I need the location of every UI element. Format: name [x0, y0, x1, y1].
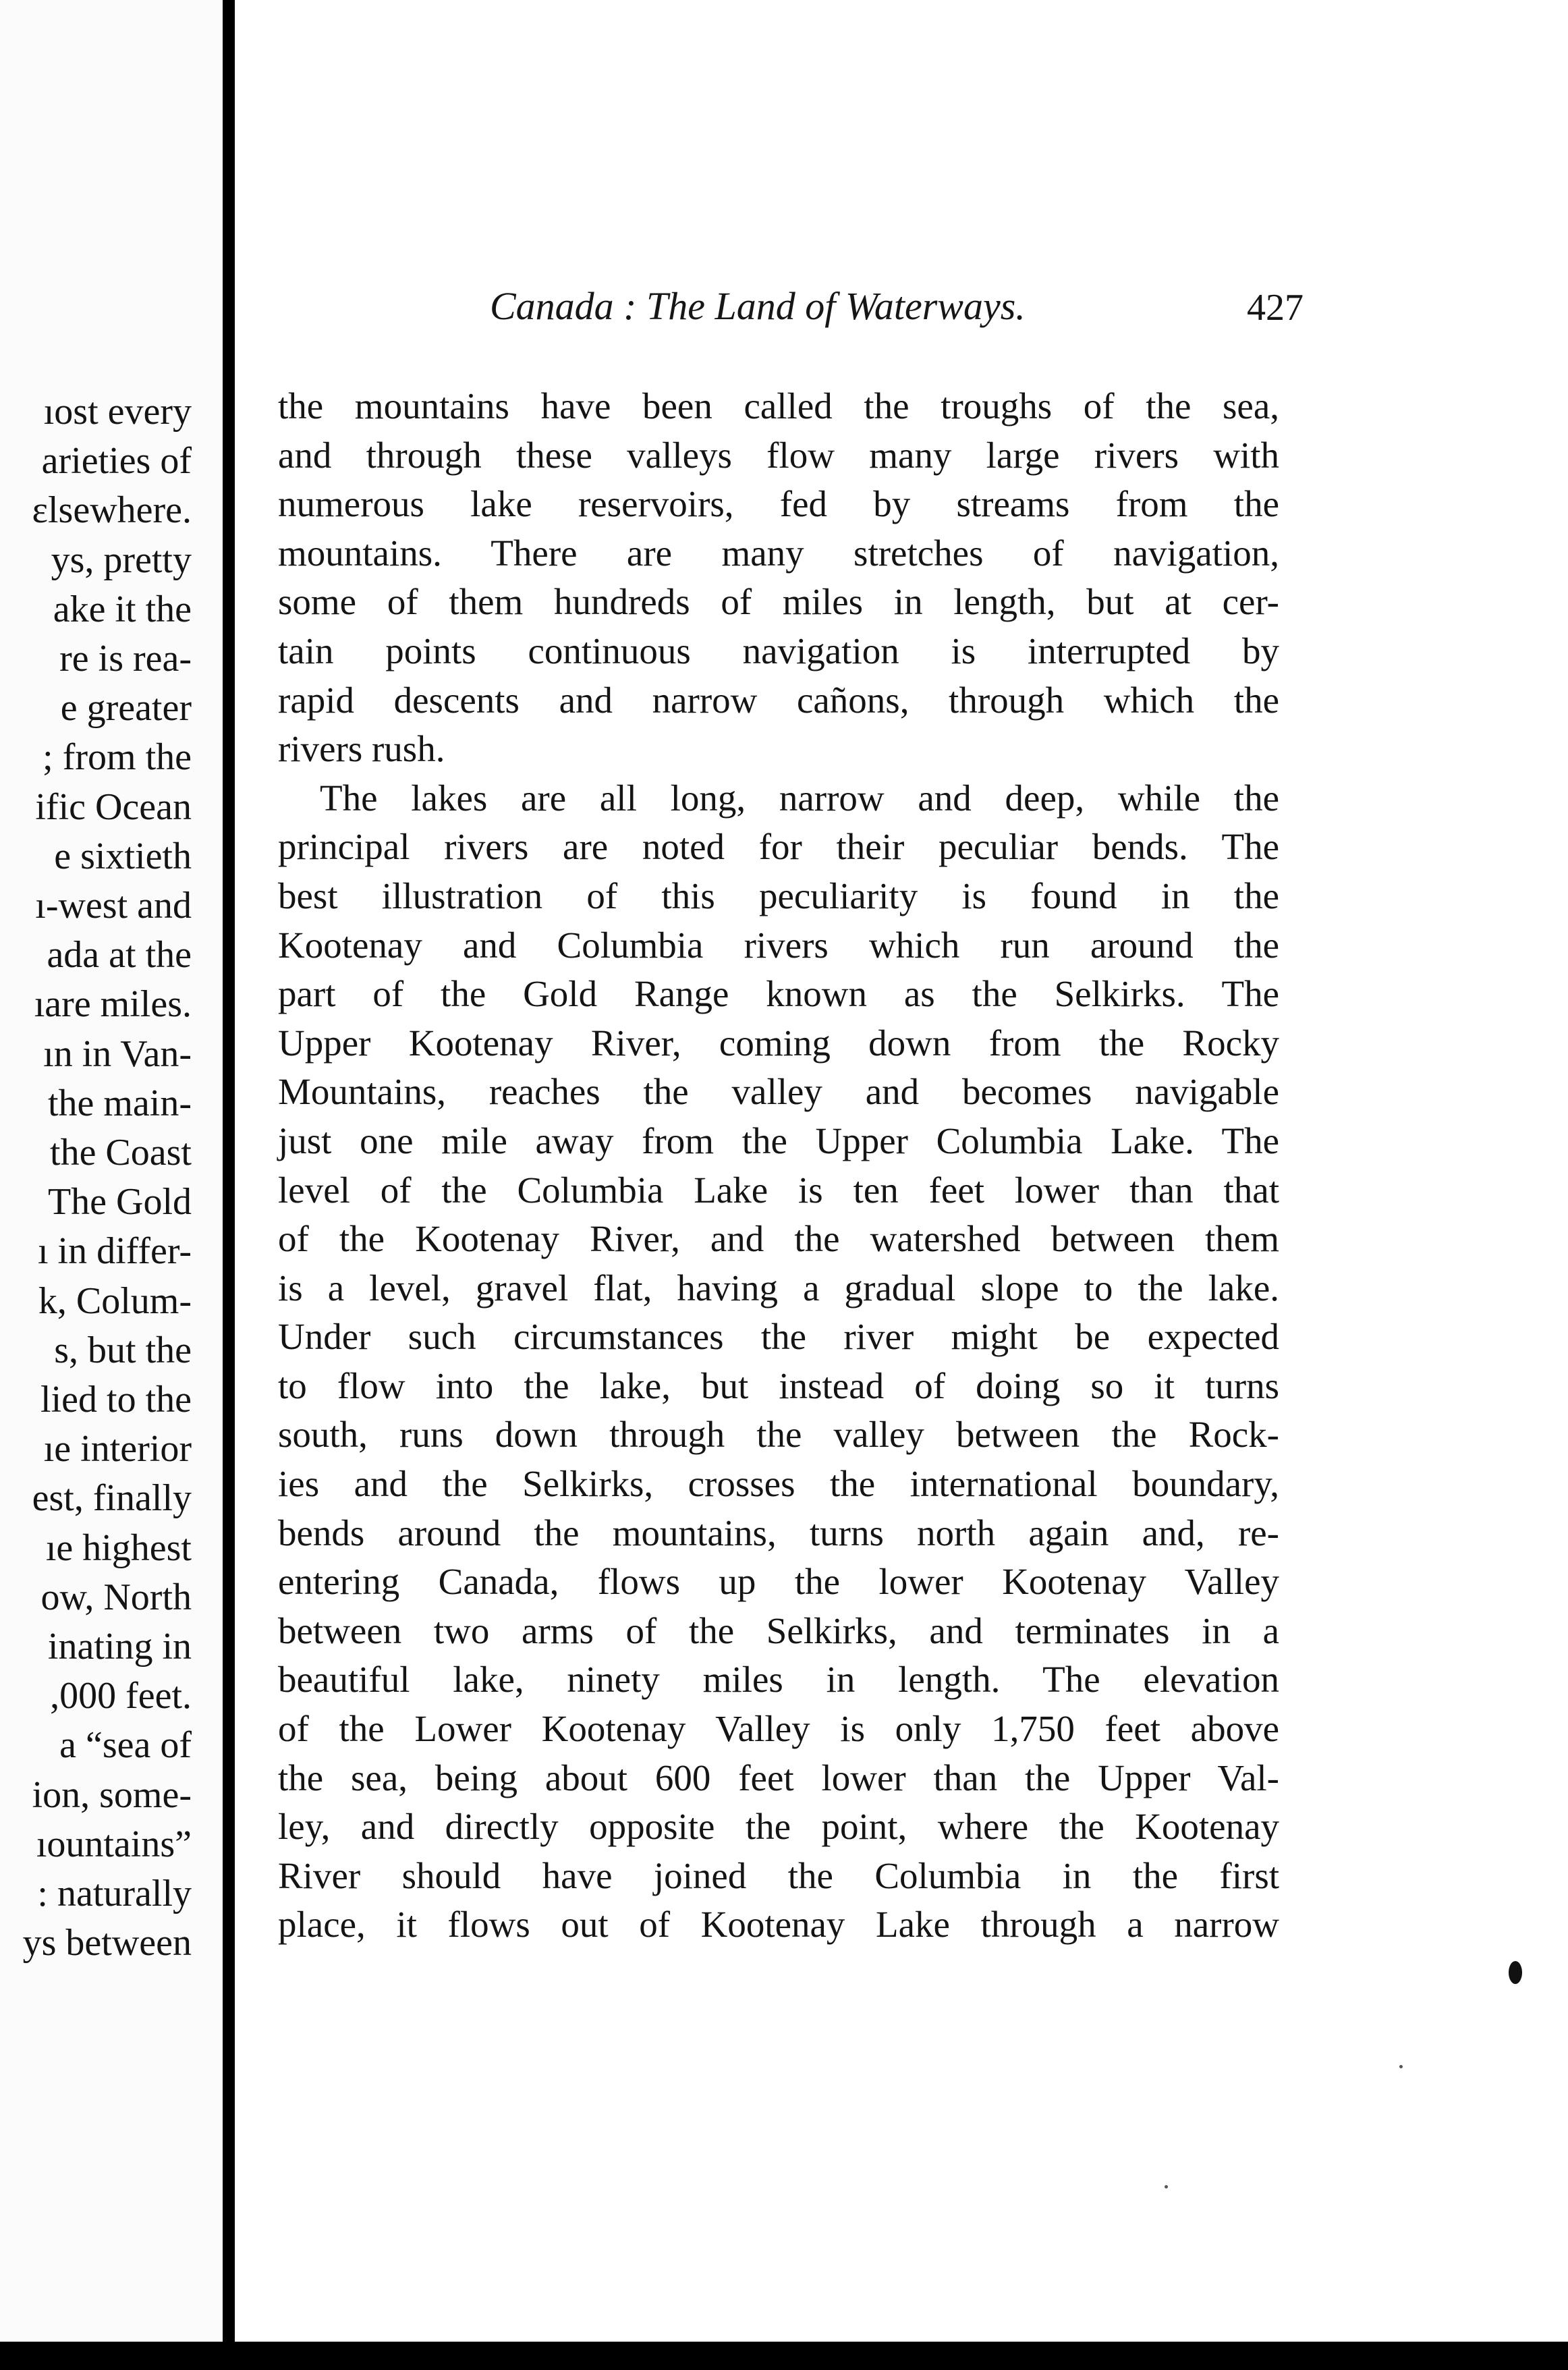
left-page-line: ; from the	[43, 736, 192, 779]
left-page-line: ion, some-	[32, 1773, 192, 1816]
left-page-line: re is rea-	[59, 638, 192, 680]
left-page-line: a “sea of	[59, 1724, 192, 1767]
text-line: The lakes are all long, narrow and deep, while the	[320, 777, 1279, 819]
left-page-line: e greater	[60, 687, 192, 729]
previous-page-fragment	[0, 0, 223, 2342]
paragraph	[278, 382, 1279, 774]
body-text	[278, 382, 1279, 1950]
text-line: Under such circumstances the river might be expected	[278, 1316, 1279, 1358]
left-page-line: ıare miles.	[34, 983, 192, 1026]
left-page-line: The Gold	[47, 1181, 192, 1223]
scan-speck	[1399, 2065, 1403, 2068]
text-line: numerous lake reservoirs, fed by streams from the	[278, 483, 1279, 525]
text-line: south, runs down through the valley between the Rock-	[278, 1414, 1279, 1456]
text-line: part of the Gold Range known as the Selkirks. The	[278, 973, 1279, 1015]
left-page-line: ɛlsewhere.	[32, 489, 192, 532]
left-page-line: ı in differ-	[38, 1230, 192, 1273]
left-page-line: est, finally	[32, 1477, 192, 1520]
text-line: rapid descents and narrow cañons, through which the	[278, 679, 1279, 721]
text-line: ies and the Selkirks, crosses the international boundary,	[278, 1463, 1279, 1505]
text-line: entering Canada, flows up the lower Kootenay Valley	[278, 1561, 1279, 1603]
paragraph	[278, 774, 1279, 1950]
left-page-line: k, Colum-	[38, 1279, 192, 1322]
left-page-line: ıountains”	[36, 1823, 192, 1865]
text-line: Mountains, reaches the valley and becomes navigable	[278, 1071, 1279, 1113]
left-page-line: ow, North	[40, 1576, 192, 1618]
left-page-line: the main-	[47, 1082, 192, 1124]
left-page-line: : naturally	[37, 1873, 192, 1914]
text-line: ley, and directly opposite the point, where the Kootenay	[278, 1806, 1279, 1848]
text-line: best illustration of this peculiarity is found in the	[278, 875, 1279, 916]
text-line: some of them hundreds of miles in length, but at cer-	[278, 581, 1279, 623]
left-page-line: arieties of	[41, 440, 192, 483]
page-number: 427	[1247, 287, 1304, 329]
text-line: just one mile away from the Upper Columbia Lake. The	[278, 1120, 1279, 1161]
ink-blot	[1509, 1961, 1522, 1984]
page-427	[235, 0, 1568, 2342]
text-line: to flow into the lake, but instead of doing so it turns	[278, 1365, 1279, 1406]
text-line: the mountains have been called the troughs of the sea,	[278, 385, 1279, 426]
text-line: bends around the mountains, turns north again and, re-	[278, 1512, 1279, 1553]
running-head: Canada : The Land of Waterways.	[490, 284, 1026, 328]
text-line: of the Lower Kootenay Valley is only 1,750 feet above	[278, 1708, 1279, 1750]
scan-speck	[1165, 2185, 1168, 2188]
text-line: is a level, gravel flat, having a gradual slope to the lake.	[278, 1267, 1279, 1308]
text-line: of the Kootenay River, and the watershed between them	[278, 1218, 1279, 1260]
left-page-line: inating in	[47, 1626, 192, 1668]
left-page-line: ın in Van-	[43, 1032, 192, 1075]
left-page-line: ıe highest	[45, 1526, 192, 1569]
text-line: beautiful lake, ninety miles in length. The elevation	[278, 1659, 1279, 1701]
text-line: level of the Columbia Lake is ten feet lower than that	[278, 1169, 1279, 1211]
left-page-line: ,000 feet.	[50, 1675, 192, 1717]
text-line: place, it flows out of Kootenay Lake through a narrow	[278, 1904, 1279, 1946]
left-page-line: ific Ocean	[35, 786, 192, 828]
page-header	[235, 283, 1568, 337]
left-page-line: ı-west and	[35, 885, 192, 927]
text-line: rivers rush.	[278, 728, 445, 770]
left-page-line: ake it the	[53, 588, 192, 630]
left-page-line: ıe interior	[43, 1428, 192, 1470]
book-gutter	[223, 0, 235, 2370]
text-line: River should have joined the Columbia in the first	[278, 1854, 1279, 1896]
text-line: and through these valleys flow many large rivers with	[278, 434, 1279, 476]
text-line: Kootenay and Columbia rivers which run around the	[278, 924, 1279, 966]
text-line: the sea, being about 600 feet lower than the Upper Val-	[278, 1757, 1279, 1798]
text-line: Upper Kootenay River, coming down from the Rocky	[278, 1022, 1279, 1064]
text-line: between two arms of the Selkirks, and terminates in a	[278, 1609, 1279, 1651]
text-line: mountains. There are many stretches of navigation,	[278, 532, 1279, 574]
left-page-line: ada at the	[47, 934, 192, 976]
left-page-line: e sixtieth	[54, 835, 192, 877]
left-page-line: the Coast	[50, 1132, 192, 1174]
text-line: tain points continuous navigation is interrupted by	[278, 630, 1279, 671]
left-page-line: s, but the	[54, 1329, 192, 1371]
left-page-line: ıost every	[43, 391, 192, 433]
left-page-line: ys between	[22, 1922, 192, 1964]
left-page-line: lied to the	[40, 1379, 192, 1421]
left-page-line: ys, pretty	[51, 539, 192, 581]
text-line: principal rivers are noted for their peculiar bends. The	[278, 826, 1279, 868]
